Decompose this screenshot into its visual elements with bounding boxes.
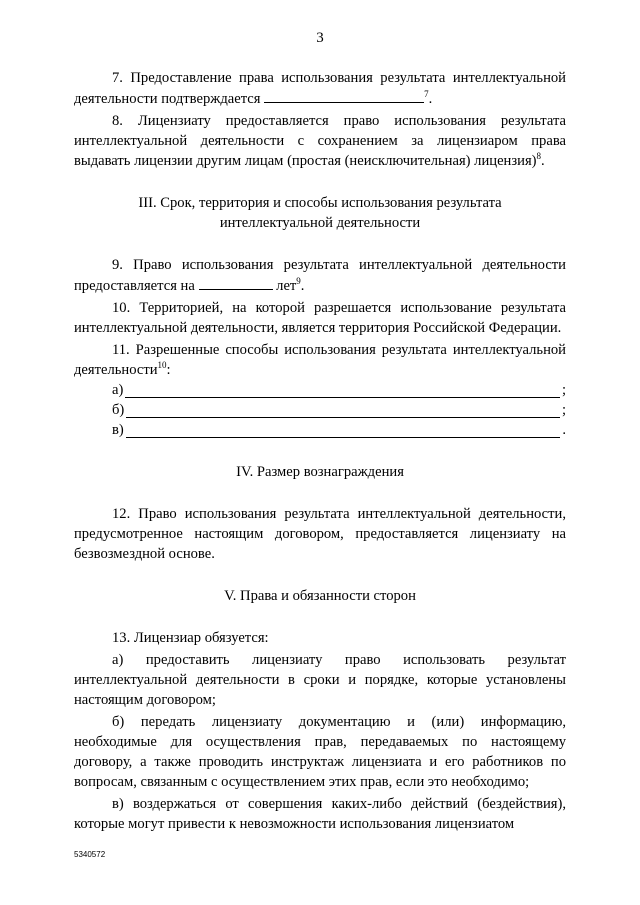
section-heading-3: III. Срок, территория и способы использования результата интеллектуальной деятельности [138, 195, 502, 231]
clause-9: 9. Право использования результата интеллектуальной деятельности предоставляется на лет$^9$. [74, 257, 566, 294]
section-heading-5: V. Права и обязанности сторон [224, 588, 416, 604]
list-item: б) ; [112, 402, 566, 418]
clause-10: 10. Территорией, на которой разрешается использование результата интеллектуальной деятельности, является территория Российской Федерации. [74, 300, 566, 336]
blank-field [199, 275, 273, 290]
clause-13c: в) воздержаться от совершения каких-либо действий (бездействия), которые могут привести к невозможности использования лицензиатом [74, 796, 566, 832]
document-body [74, 68, 566, 834]
page-number: 3 [316, 30, 324, 46]
document-code: 5340572 [74, 850, 106, 859]
list-item: в) . [112, 422, 566, 438]
section-heading-4: IV. Размер вознаграждения [236, 464, 404, 480]
footnote-ref: 7 [424, 89, 429, 100]
clause-11: 11. Разрешенные способы использования результата интеллектуальной деятельности$^{10}$: [74, 342, 566, 378]
clause-13a: а) предоставить лицензиату право использовать результат интеллектуальной деятельности в сроки и порядке, которые установлены настоящим договором; [74, 652, 566, 708]
list-item: а) ; [112, 382, 566, 398]
footnote-ref: 9 [296, 276, 301, 287]
footnote-ref: 10 [157, 360, 167, 371]
clause-12: 12. Право использования результата интеллектуальной деятельности, предусмотренное настоящим договором, предоставляется лицензиату на безвозмездной основе. [74, 506, 566, 562]
clause-8: 8. Лицензиату предоставляется право использования результата интеллектуальной деятельности с сохранением за лицензиаром права выдавать лицензии другим лицам (простая (неисключительная) лицензия)$^8$. [74, 113, 566, 169]
clause-13: 13. Лицензиар обязуется: [112, 630, 269, 646]
blank-line [125, 383, 560, 398]
blank-line [126, 403, 560, 418]
footnote-ref: 8 [536, 151, 542, 162]
clause-7: 7. Предоставление права использования результата интеллектуальной деятельности подтверждается $^7$. [74, 70, 566, 107]
blank-line [126, 423, 561, 438]
clause-13b: б) передать лицензиату документацию и (или) информацию, необходимые для осуществления прав, передаваемых по настоящему договору, а также проводить инструктаж лицензиата и его работников по вопросам, связанным с осуществлением этих прав, если это необходимо; [74, 714, 566, 790]
blank-field [264, 88, 424, 103]
